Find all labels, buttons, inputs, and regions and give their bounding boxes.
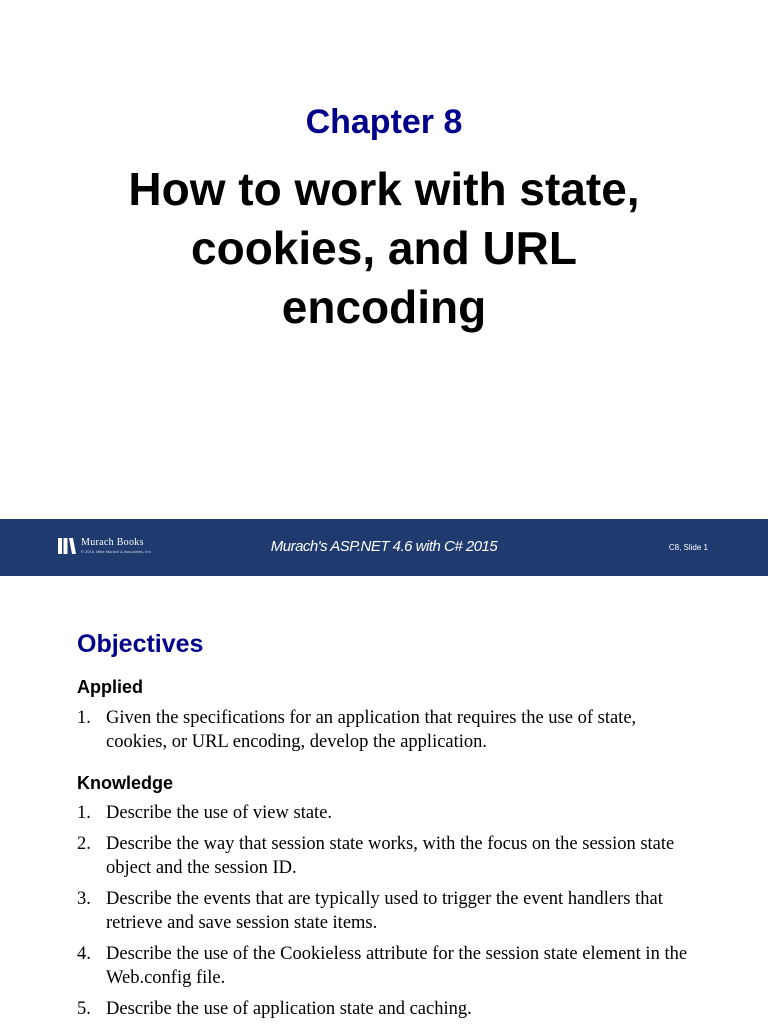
list-item xyxy=(77,997,697,1021)
chapter-label: Chapter 8 xyxy=(305,103,463,141)
list-item-text: Describe the way that session state works, with the focus on the session state object and the session ID. xyxy=(106,834,675,878)
list-item xyxy=(77,706,697,754)
objectives-slide xyxy=(0,576,768,1024)
slide-footer-bar xyxy=(0,519,768,576)
list-item-number: 1. xyxy=(77,803,91,823)
list-item-number: 1. xyxy=(77,708,91,728)
list-item-number: 5. xyxy=(77,999,91,1019)
list-item xyxy=(77,801,697,825)
list-item-text: Given the specifications for an application that requires the use of state, cookies, or URL encoding, develop the application. xyxy=(106,708,637,752)
list-item-text: Describe the use of the Cookieless attribute for the session state element in the Web.config file. xyxy=(106,944,688,988)
list-item-number: 4. xyxy=(77,944,91,964)
logo-name: Murach Books xyxy=(81,537,144,548)
slide-title xyxy=(0,160,768,337)
knowledge-heading: Knowledge xyxy=(77,773,174,793)
knowledge-list xyxy=(77,801,697,1024)
list-item-number: 2. xyxy=(77,834,91,854)
slide-title-line: encoding xyxy=(281,281,487,333)
list-item-text: Describe the use of view state. xyxy=(106,803,333,823)
slide-number: C8, Slide 1 xyxy=(668,543,708,552)
slide-title-line: cookies, and URL xyxy=(191,222,577,274)
book-title: Murach's ASP.NET 4.6 with C# 2015 xyxy=(270,538,498,555)
slide-title-line: How to work with state, xyxy=(128,163,640,215)
list-item xyxy=(77,942,697,990)
list-item xyxy=(77,887,697,935)
list-item-text: Describe the events that are typically used to trigger the event handlers that retrieve and save session state items. xyxy=(106,889,663,933)
applied-list xyxy=(77,706,697,761)
list-item-number: 3. xyxy=(77,889,91,909)
objectives-heading: Objectives xyxy=(77,630,204,658)
logo-copyright: © 2016, Mike Murach & Associates, Inc. xyxy=(81,549,152,554)
list-item-text: Describe the use of application state and caching. xyxy=(106,999,472,1019)
list-item xyxy=(77,832,697,880)
applied-heading: Applied xyxy=(77,677,143,697)
